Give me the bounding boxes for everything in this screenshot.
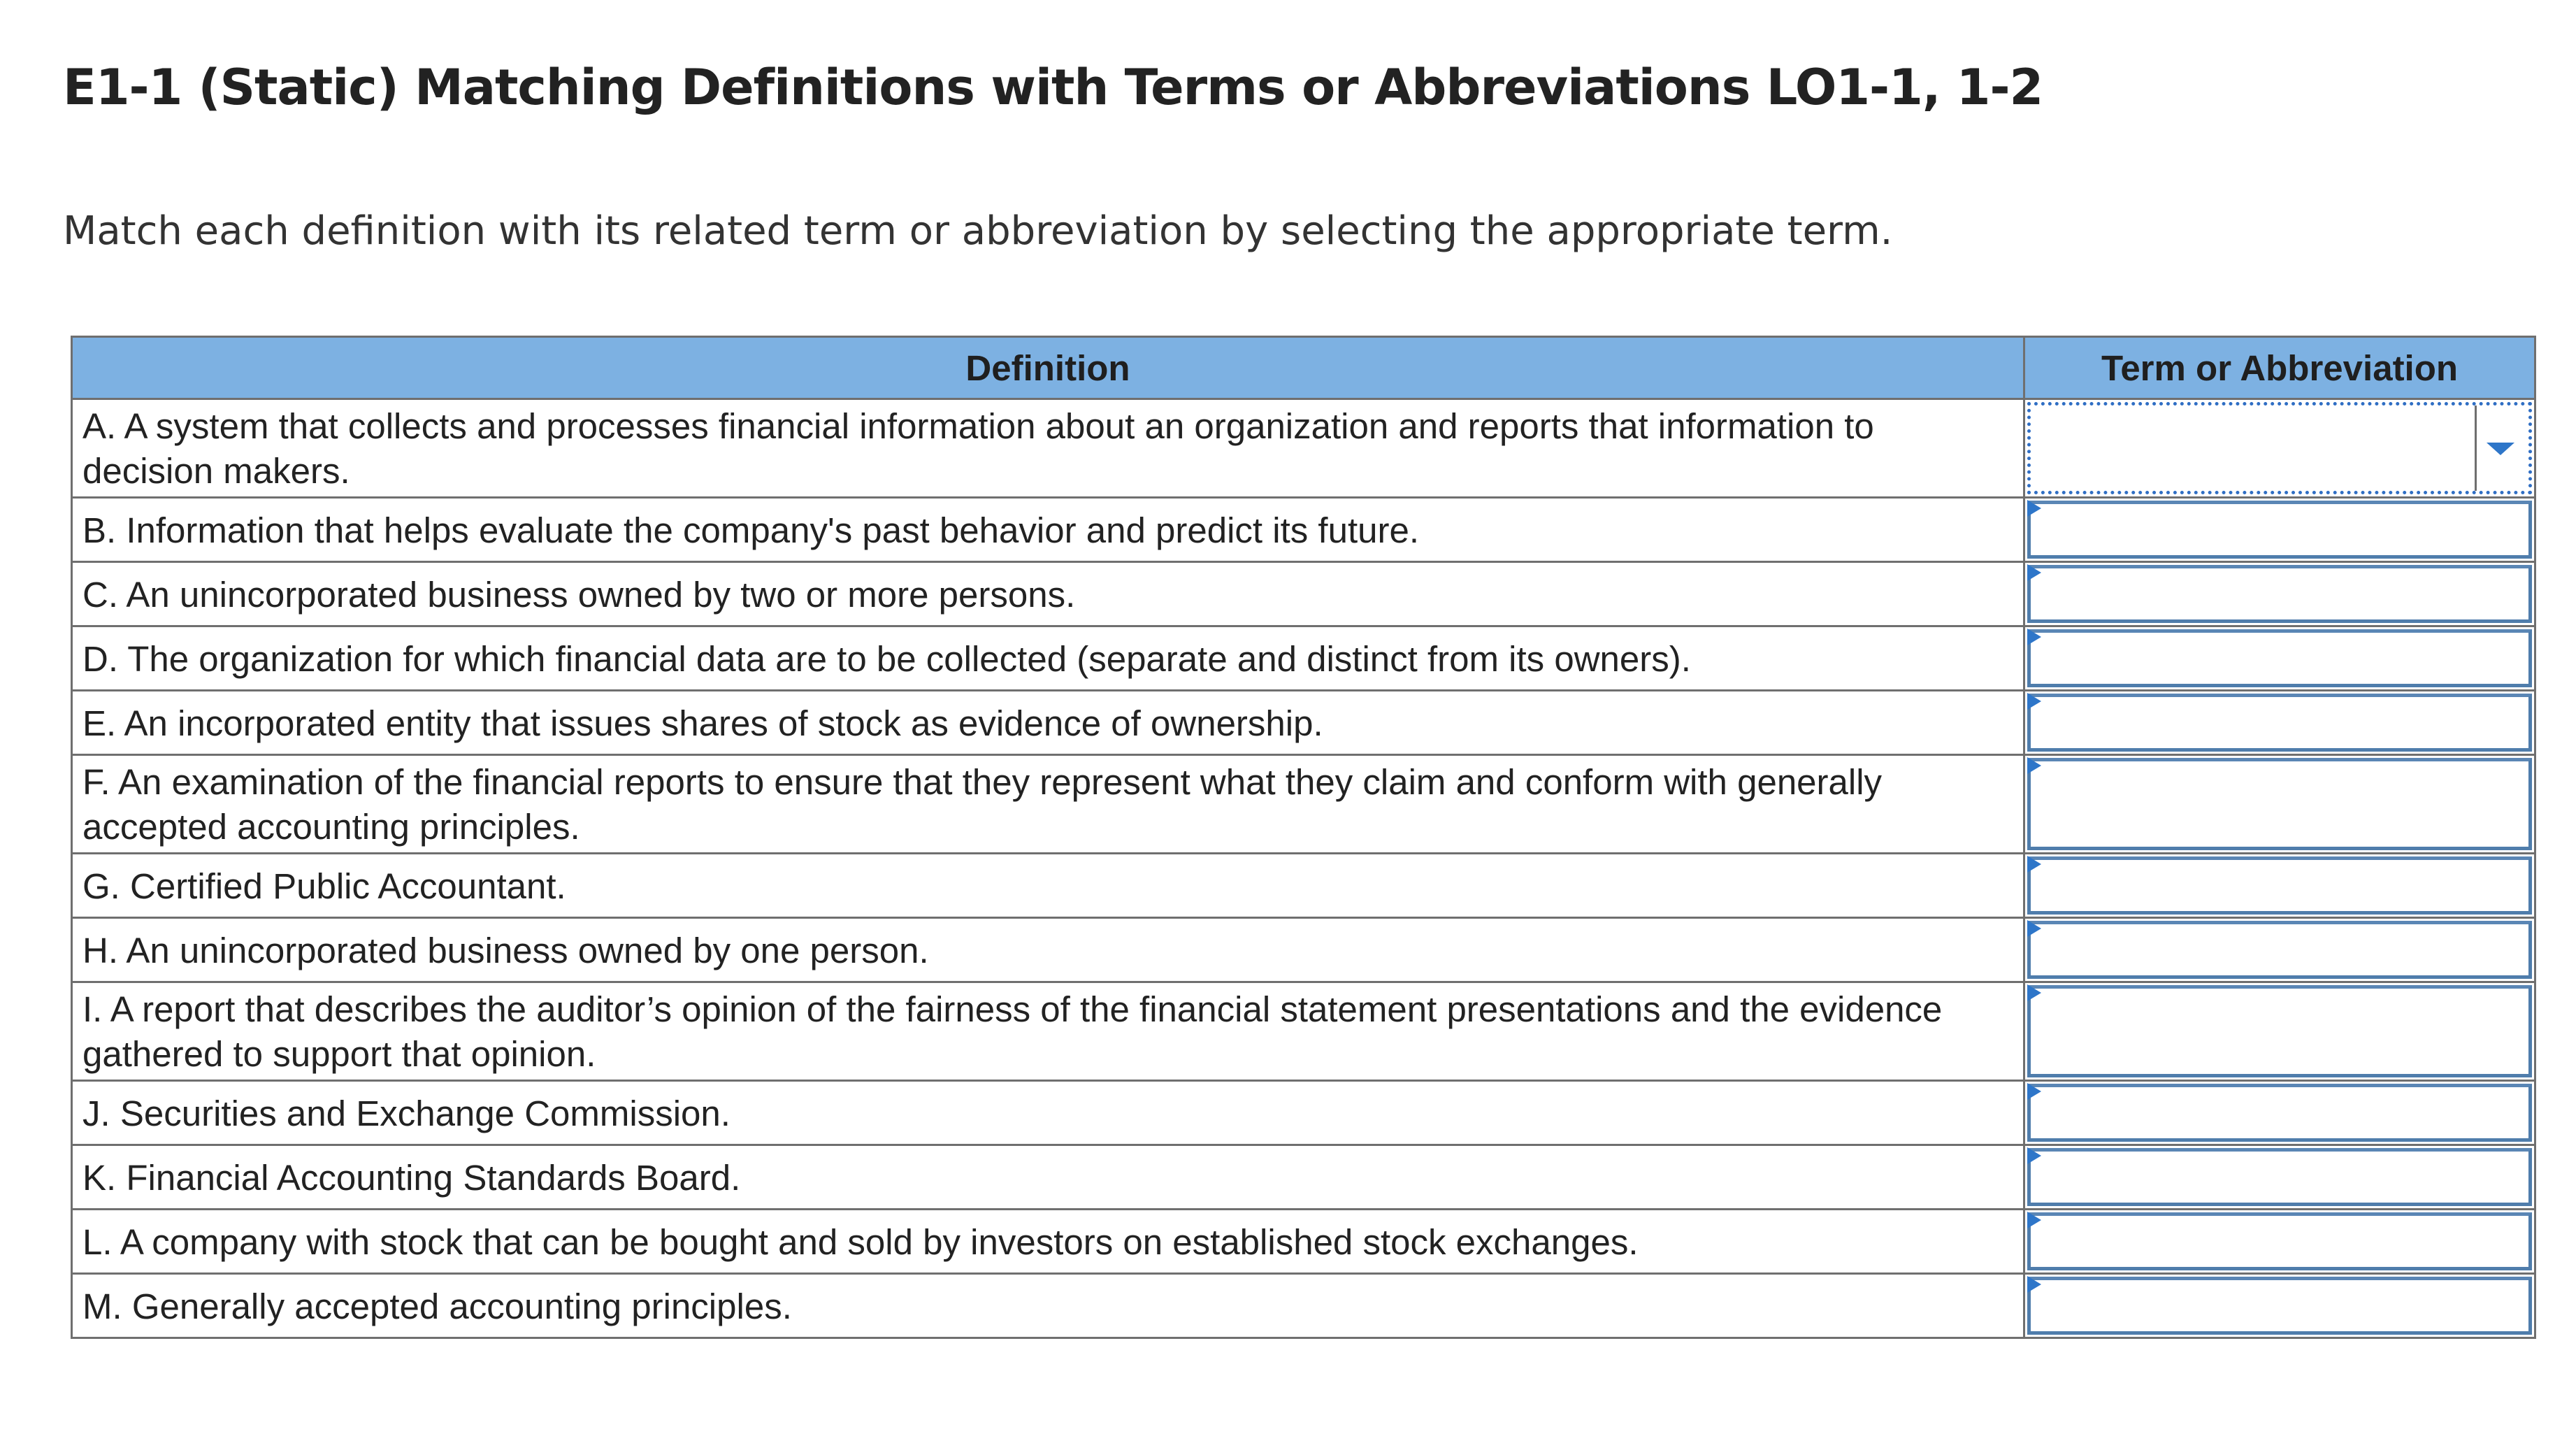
table-header-row bbox=[72, 337, 2535, 399]
flag-marker-icon bbox=[2027, 564, 2041, 581]
term-select-i[interactable] bbox=[2027, 985, 2532, 1077]
column-header-definition: Definition bbox=[72, 337, 2024, 399]
flag-marker-icon bbox=[2027, 984, 2041, 1001]
term-cell-a bbox=[2024, 399, 2535, 498]
instructions-text: Match each definition with its related term or abbreviation by selecting the appropriate term. bbox=[63, 208, 1893, 254]
term-cell-h bbox=[2024, 918, 2535, 982]
table-row bbox=[72, 562, 2535, 626]
term-select-b[interactable] bbox=[2027, 501, 2532, 559]
table-row bbox=[72, 691, 2535, 755]
term-select-g[interactable] bbox=[2027, 856, 2532, 915]
term-select-f[interactable] bbox=[2027, 758, 2532, 850]
term-cell-f bbox=[2024, 755, 2535, 854]
definition-cell-k: K. Financial Accounting Standards Board. bbox=[72, 1145, 2024, 1210]
table-row bbox=[72, 1210, 2535, 1274]
definition-cell-l: L. A company with stock that can be bought and sold by investors on established stock exchanges. bbox=[72, 1210, 2024, 1274]
term-cell-g bbox=[2024, 854, 2535, 918]
dropdown-divider bbox=[2475, 406, 2477, 491]
flag-marker-icon bbox=[2027, 693, 2041, 710]
table-row bbox=[72, 854, 2535, 918]
table-row bbox=[72, 982, 2535, 1081]
flag-marker-icon bbox=[2027, 1276, 2041, 1293]
term-cell-j bbox=[2024, 1081, 2535, 1145]
flag-marker-icon bbox=[2027, 500, 2041, 517]
definition-cell-a: A. A system that collects and processes financial information about an organization and reports that information to decision makers. bbox=[72, 399, 2024, 498]
term-select-j[interactable] bbox=[2027, 1084, 2532, 1142]
table-row bbox=[72, 1081, 2535, 1145]
term-cell-k bbox=[2024, 1145, 2535, 1210]
table-row bbox=[72, 626, 2535, 691]
term-cell-d bbox=[2024, 626, 2535, 691]
table-row bbox=[72, 1274, 2535, 1338]
term-select-c[interactable] bbox=[2027, 565, 2532, 623]
term-cell-c bbox=[2024, 562, 2535, 626]
definition-cell-h: H. An unincorporated business owned by one person. bbox=[72, 918, 2024, 982]
table-row bbox=[72, 399, 2535, 498]
definition-cell-m: M. Generally accepted accounting principles. bbox=[72, 1274, 2024, 1338]
definition-cell-j: J. Securities and Exchange Commission. bbox=[72, 1081, 2024, 1145]
table-row bbox=[72, 1145, 2535, 1210]
matching-table bbox=[71, 336, 2536, 1339]
definition-cell-b: B. Information that helps evaluate the company's past behavior and predict its future. bbox=[72, 498, 2024, 562]
definition-cell-i: I. A report that describes the auditor’s opinion of the fairness of the financial statement presentations and the evidence gathered to support that opinion. bbox=[72, 982, 2024, 1081]
chevron-down-icon[interactable] bbox=[2487, 443, 2514, 455]
term-select-h[interactable] bbox=[2027, 921, 2532, 979]
term-select-d[interactable] bbox=[2027, 629, 2532, 687]
term-cell-m bbox=[2024, 1274, 2535, 1338]
column-header-term: Term or Abbreviation bbox=[2024, 337, 2535, 399]
term-cell-i bbox=[2024, 982, 2535, 1081]
definition-cell-d: D. The organization for which financial data are to be collected (separate and distinct from its owners). bbox=[72, 626, 2024, 691]
flag-marker-icon bbox=[2027, 757, 2041, 774]
definition-cell-c: C. An unincorporated business owned by two or more persons. bbox=[72, 562, 2024, 626]
term-select-a[interactable] bbox=[2027, 402, 2532, 494]
definition-cell-g: G. Certified Public Accountant. bbox=[72, 854, 2024, 918]
flag-marker-icon bbox=[2027, 629, 2041, 645]
term-cell-l bbox=[2024, 1210, 2535, 1274]
term-select-e[interactable] bbox=[2027, 694, 2532, 752]
term-cell-e bbox=[2024, 691, 2535, 755]
table-row bbox=[72, 498, 2535, 562]
term-select-l[interactable] bbox=[2027, 1212, 2532, 1270]
flag-marker-icon bbox=[2027, 920, 2041, 937]
table-row bbox=[72, 918, 2535, 982]
term-cell-b bbox=[2024, 498, 2535, 562]
table-row bbox=[72, 755, 2535, 854]
definition-cell-f: F. An examination of the financial reports to ensure that they represent what they claim and conform with generally accepted accounting principles. bbox=[72, 755, 2024, 854]
flag-marker-icon bbox=[2027, 1147, 2041, 1164]
term-select-k[interactable] bbox=[2027, 1148, 2532, 1206]
flag-marker-icon bbox=[2027, 1212, 2041, 1228]
flag-marker-icon bbox=[2027, 856, 2041, 873]
term-select-m[interactable] bbox=[2027, 1277, 2532, 1335]
flag-marker-icon bbox=[2027, 1083, 2041, 1100]
definition-cell-e: E. An incorporated entity that issues shares of stock as evidence of ownership. bbox=[72, 691, 2024, 755]
page-title: E1-1 (Static) Matching Definitions with Terms or Abbreviations LO1-1, 1-2 bbox=[63, 59, 2043, 116]
